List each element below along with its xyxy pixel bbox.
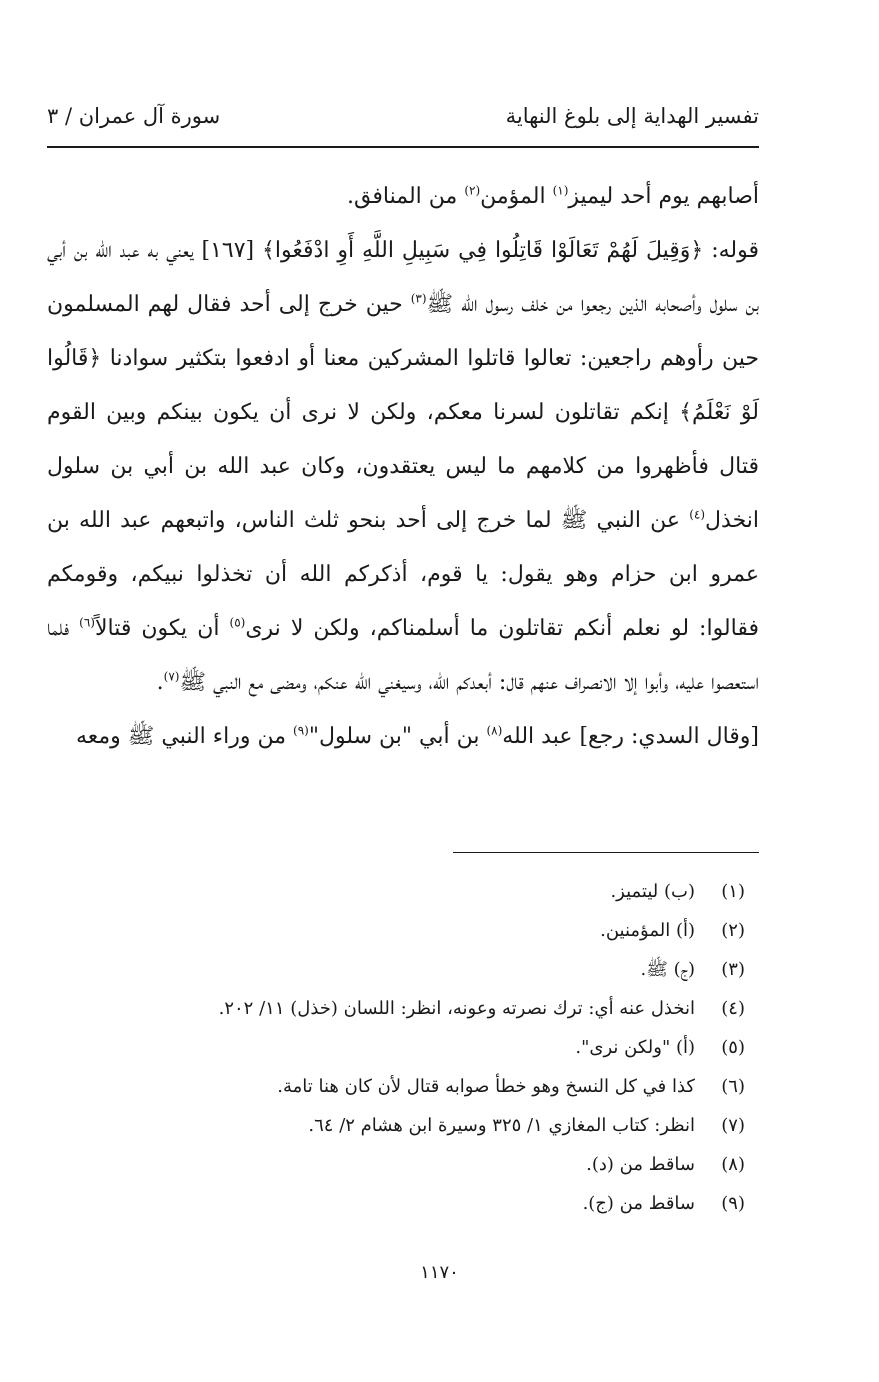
body-text: [وقال السدي: رجع] عبد الله — [502, 724, 759, 749]
header-rule — [47, 146, 759, 148]
footnote-ref-3: (٣) — [410, 291, 427, 306]
body-text: قوله: ﴿وَقِيلَ لَهُمْ تَعَالَوْا قَاتِلُوا فِي سَبِيلِ اللَّهِ أَوِ ادْفَعُوا﴾ [١٦٧] يعني به عبد الله بن أبي بن سلول وأصحابه الذين رجعوا من خلف رسول الله ﷺ — [47, 238, 759, 317]
footnote-number: (١) — [721, 881, 745, 902]
surah-label: سورة آل عمران / ٣ — [47, 104, 221, 128]
footnote-number: (٦) — [721, 1076, 745, 1097]
footnote-ref-5: (٥) — [229, 615, 246, 630]
paragraph-1 — [47, 170, 759, 224]
body-text: من المنافق. — [347, 184, 465, 209]
running-header — [47, 100, 759, 144]
body-text: فلما استعصوا عليه، وأبوا إلا الانصراف عنهم قال: أبعدكم الله، وسيغني الله عنكم، ومضى مع النبي ﷺ — [47, 616, 759, 695]
footnote-item — [47, 1028, 759, 1067]
footnote-number: (٤) — [721, 998, 745, 1019]
footnote-ref-4: (٤) — [689, 507, 706, 522]
footnote-ref-6: (٦) — [79, 615, 95, 630]
footnote-item — [47, 1145, 759, 1184]
paragraph-3 — [47, 710, 759, 764]
footnote-item — [47, 989, 759, 1028]
body-text: حين خرج إلى أحد فقال لهم المسلمون حين رأوهم راجعين: تعالوا قاتلوا المشركين معنا أو ادفعوا بتكثير سوادنا ﴿قَالُوا لَوْ نَعْلَمُ﴾ إنكم تقاتلون لسرنا معكم، ولكن لا نرى أن يكون بينكم وبين القوم قتال فأظهروا من كلامهم ما ليس يعتقدون، وكان عبد الله بن أبي بن سلول انخذل — [47, 292, 759, 533]
footnote-number: (٢) — [721, 920, 745, 941]
footnote-item — [47, 950, 759, 989]
body-text: بن أبي "بن سلول" — [308, 724, 487, 749]
footnote-text: انخذل عنه أي: ترك نصرته وعونه، انظر: اللسان (خذل) ١١/ ٢٠٢. — [218, 998, 695, 1019]
footnote-text: (ج) ﷺ. — [640, 959, 695, 980]
footnote-number: (٩) — [721, 1193, 745, 1214]
footnote-item — [47, 1106, 759, 1145]
main-text — [47, 170, 759, 764]
footnote-number: (٧) — [721, 1115, 745, 1136]
page-number: ١١٧٠ — [420, 1262, 459, 1283]
footnote-number: (٣) — [721, 959, 745, 980]
footnote-ref-7: (٧) — [163, 669, 180, 684]
body-text: عن النبي ﷺ لما خرج إلى أحد بنحو ثلث الناس، واتبعهم عبد الله بن عمرو ابن حزام وهو يقول: يا قوم، أذكركم الله أن تخذلوا نبيكم، وقومكم فقالوا: لو نعلم أنكم تقاتلون ما أسلمناكم، ولكن لا نرى — [47, 508, 759, 641]
footnote-item — [47, 1184, 759, 1223]
footnote-text: (ب) ليتميز. — [610, 881, 695, 902]
book-title: تفسير الهداية إلى بلوغ النهاية — [505, 104, 759, 128]
footnote-text: (أ) "ولكن نرى". — [575, 1037, 695, 1058]
body-text: المؤمن — [480, 184, 553, 209]
footnote-number: (٥) — [721, 1037, 745, 1058]
body-text: . — [156, 670, 164, 695]
footnote-ref-2: (٢) — [464, 183, 481, 198]
footnote-item — [47, 1067, 759, 1106]
footnote-text: كذا في كل النسخ وهو خطأ صوابه قتال لأن كان هنا تامة. — [277, 1076, 695, 1097]
footnote-text: انظر: كتاب المغازي ١/ ٣٢٥ وسيرة ابن هشام ٢/ ٦٤. — [308, 1115, 695, 1136]
footnote-text: ساقط من (د). — [586, 1154, 695, 1175]
footnote-ref-1: (١) — [552, 183, 569, 198]
footnote-item — [47, 872, 759, 911]
body-text: أصابهم يوم أحد ليميز — [568, 184, 759, 209]
footnote-text: (أ) المؤمنين. — [600, 920, 695, 941]
body-text: أن يكون قتالاً — [94, 616, 230, 641]
footnotes-list — [47, 872, 759, 1223]
footnote-ref-9: (٩) — [293, 723, 309, 738]
body-text: من وراء النبي ﷺ ومعه — [75, 724, 294, 749]
footnote-text: ساقط من (ج). — [582, 1193, 695, 1214]
footnote-item — [47, 911, 759, 950]
paragraph-2 — [47, 224, 759, 710]
footnote-number: (٨) — [721, 1154, 745, 1175]
footnote-ref-8: (٨) — [486, 723, 503, 738]
footnote-separator — [453, 852, 759, 853]
